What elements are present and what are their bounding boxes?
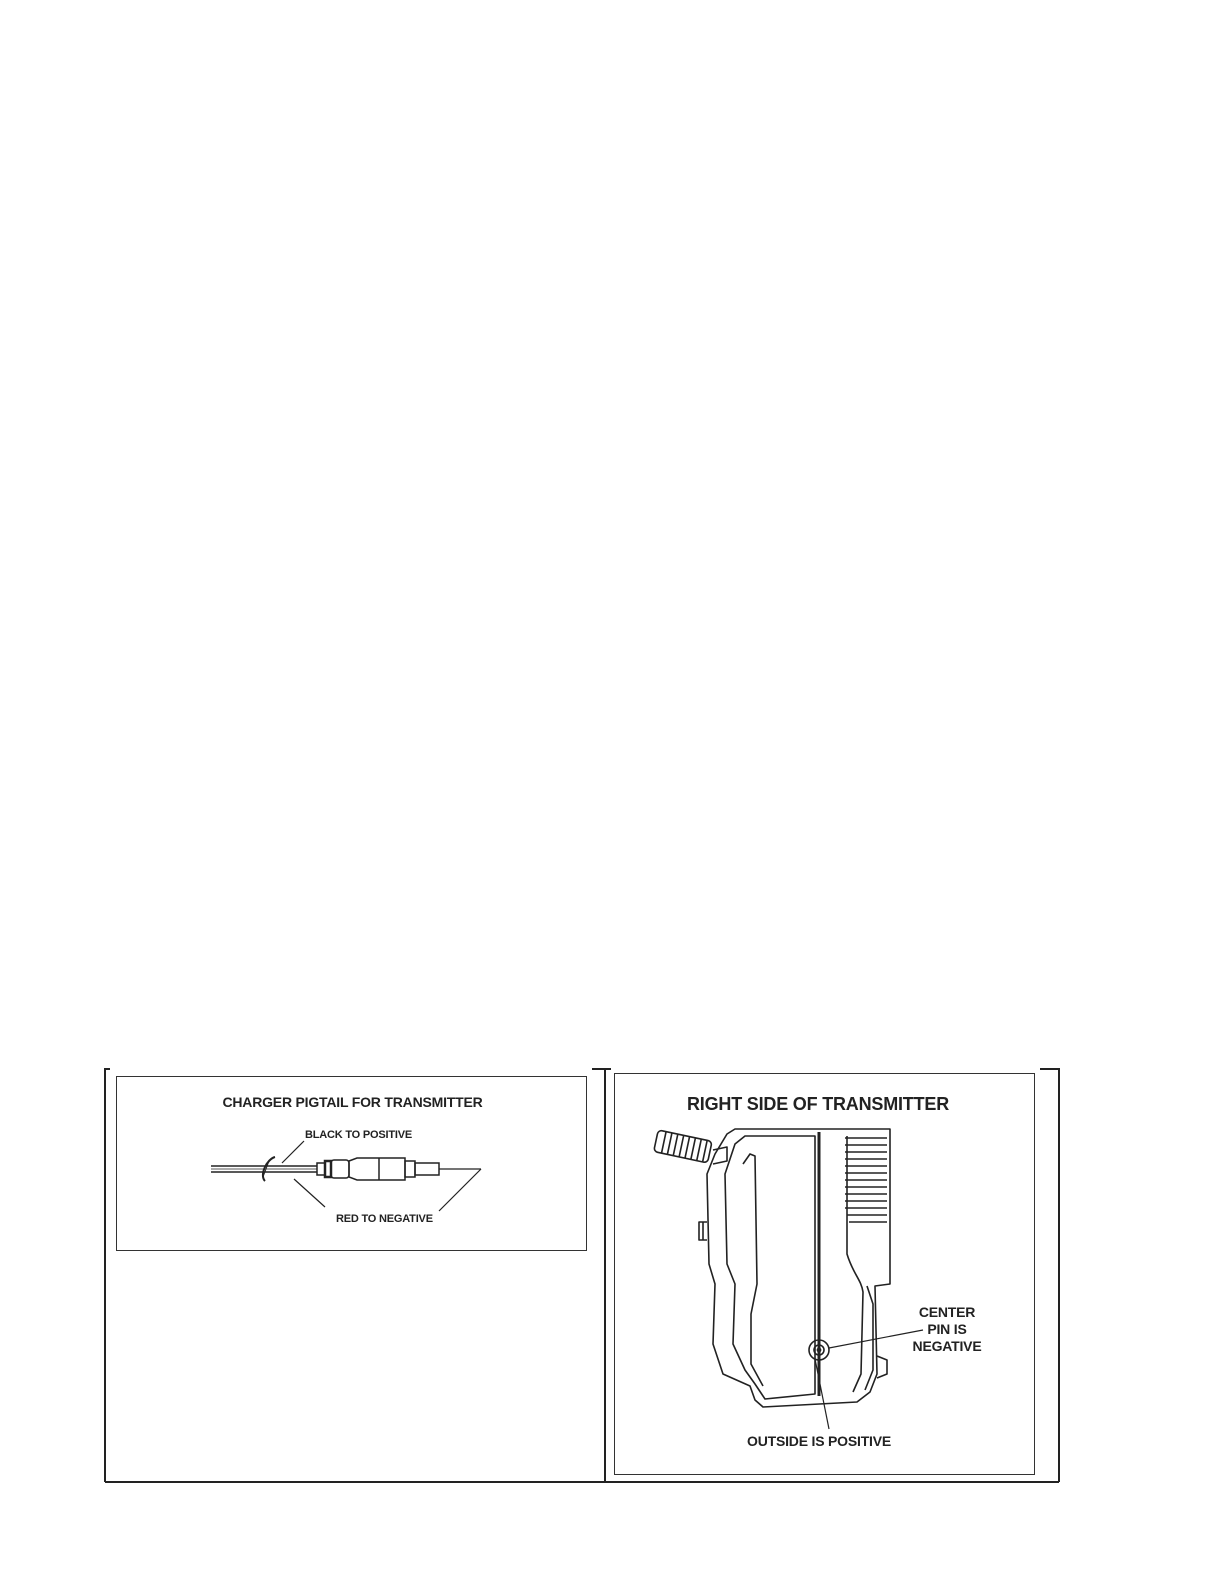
grip-curve [847,1136,863,1392]
center-pin-label-line3: NEGATIVE [912,1338,982,1354]
transmitter-side-figure [614,1073,1035,1475]
center-pin-label-line2: PIN IS [927,1321,967,1337]
connector-step [405,1161,415,1177]
charger-pigtail-title: CHARGER PIGTAIL FOR TRANSMITTER [222,1094,483,1110]
transmitter-side-title: RIGHT SIDE OF TRANSMITTER [687,1094,949,1114]
transmitter-drawing [615,1074,1036,1476]
vent-slots [845,1138,887,1222]
outside-positive-label: OUTSIDE IS POSITIVE [747,1433,892,1449]
charger-pigtail-figure [116,1076,587,1251]
figure-table [104,1068,1060,1483]
connector-sleeve [349,1158,405,1180]
pigtail-drawing [117,1077,588,1252]
connector-ring-2 [325,1161,331,1177]
bottom-foot [877,1356,887,1378]
plug-tip [415,1163,439,1175]
body-inner-contour [725,1136,815,1399]
red-to-negative-label: RED TO NEGATIVE [336,1213,433,1225]
connector-collar [331,1160,349,1178]
antenna-knob [654,1130,712,1163]
black-to-positive-label: BLACK TO POSITIVE [305,1129,413,1141]
transmitter-body [707,1129,890,1407]
center-pin-label-line1: CENTER [918,1304,976,1320]
charge-jack-pin [817,1348,820,1351]
